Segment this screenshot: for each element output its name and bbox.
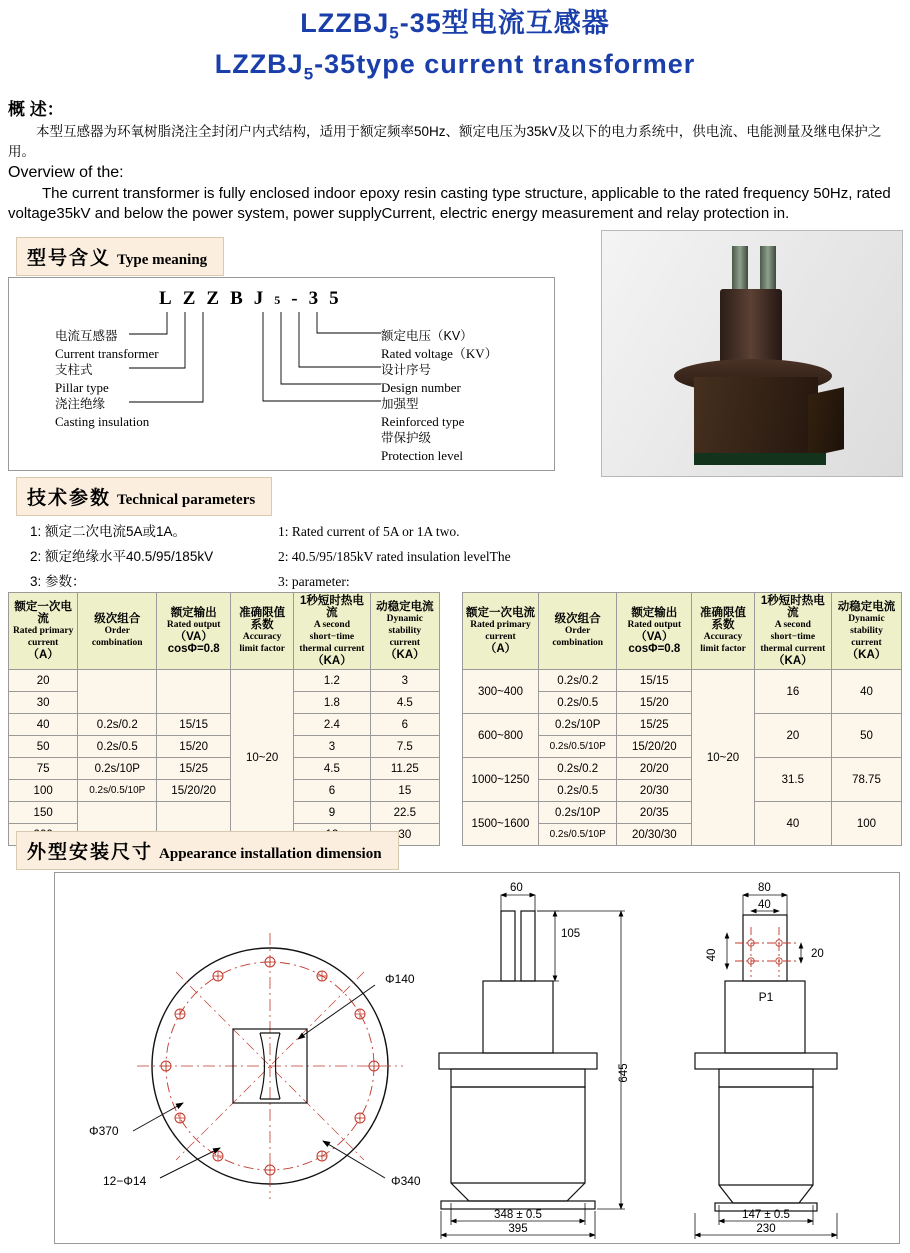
right-label-1-en: Design number	[381, 380, 461, 395]
cell-order-r0a: 0.2s/0.2	[538, 670, 616, 692]
table-row	[463, 758, 902, 780]
cell-dynamic-6: 22.5	[370, 802, 439, 824]
left-label-0-en: Current transformer	[55, 346, 159, 361]
cell-thermal-r2: 31.5	[754, 758, 831, 802]
photo-body-side	[808, 387, 844, 457]
cell-thermal-6: 9	[294, 802, 370, 824]
section-title-cn: 型号含义	[27, 248, 112, 269]
cell-dynamic-0: 3	[370, 670, 439, 692]
cell-thermal-r3: 40	[754, 802, 831, 846]
table-header-row	[9, 593, 440, 670]
th-primary-current: 额定一次电流 Rated primary current （A）	[9, 593, 78, 670]
tech-line-cn-2: 3: 参数：	[30, 574, 86, 589]
cell-primary-6: 150	[9, 802, 78, 824]
cell-thermal-1: 1.8	[294, 692, 370, 714]
cell-order-r3b: 0.2s/0.5/10P	[538, 824, 616, 846]
photo-upper-stem	[720, 289, 782, 367]
cell-dynamic-r2: 78.75	[831, 758, 901, 802]
cell-primary-2: 40	[9, 714, 78, 736]
cell-output-r2a: 20/20	[617, 758, 692, 780]
th-accuracy-limit: 准确限值系数 Accuracy limit factor	[231, 593, 294, 670]
cell-thermal-5: 6	[294, 780, 370, 802]
left-label-0-cn: 电流互感器	[55, 329, 118, 343]
cell-order-r1b: 0.2s/0.5/10P	[538, 736, 616, 758]
cell-output-0: 15/15	[157, 714, 231, 736]
title-english: $LZZBJ_5-35type$ current transformer	[214, 49, 696, 84]
overview-section	[0, 91, 910, 224]
side-view-dims	[695, 895, 837, 1239]
th-thermal-current-r: 1秒短时热电流 A second short−time thermal current （KA）	[754, 593, 831, 670]
cell-output-r0b: 15/20	[617, 692, 692, 714]
tech-line-cn-0: 1: 额定二次电流5A或1A。	[30, 524, 187, 539]
type-code: LZZBJ5-35	[159, 288, 350, 309]
left-label-2-en: Casting insulation	[55, 414, 150, 429]
tech-line-en-2: 3: parameter:	[278, 574, 350, 589]
cell-primary-r0: 300~400	[463, 670, 539, 714]
type-meaning-left-labels	[55, 328, 159, 430]
cell-output-r1b: 15/20/20	[617, 736, 692, 758]
th-rated-output: 额定输出 Rated output （VA） cosΦ=0.8	[157, 593, 231, 670]
right-label-2-cn: 加强型	[381, 397, 419, 411]
cell-dynamic-7: 30	[370, 824, 439, 846]
th-rated-output-r: 额定输出 Rated output （VA） cosΦ=0.8	[617, 593, 692, 670]
cell-dynamic-r1: 50	[831, 714, 901, 758]
dimension-drawing	[54, 872, 900, 1244]
cell-dynamic-5: 15	[370, 780, 439, 802]
svg-text:80: 80	[758, 882, 771, 894]
th-primary-current-r: 额定一次电流 Rated primary current （A）	[463, 593, 539, 670]
th-dynamic-current: 动稳定电流 Dynamic stability current （KA）	[370, 593, 439, 670]
cell-order-r2a: 0.2s/0.2	[538, 758, 616, 780]
section-title-cn-dim: 外型安装尺寸	[27, 842, 154, 863]
cell-output-1: 15/20	[157, 736, 231, 758]
cell-primary-r2: 1000~1250	[463, 758, 539, 802]
overview-text-en: The current transformer is fully enclosed indoor epoxy resin casting type structure, applicable to the rated frequency 50Hz, rated voltage35kV and below the power system, power supplyCurrent, electric energy measurement and relay protection in.	[8, 184, 891, 222]
cell-thermal-3: 3	[294, 736, 370, 758]
cell-thermal-r1: 20	[754, 714, 831, 758]
cell-order-1: 0.2s/0.5	[78, 736, 157, 758]
svg-text:P1: P1	[758, 990, 774, 1004]
section-title-en-tech: Technical parameters	[117, 492, 256, 508]
svg-text:12−Φ14: 12−Φ14	[103, 1174, 147, 1188]
th-accuracy-limit-r: 准确限值系数 Accuracy limit factor	[692, 593, 755, 670]
svg-text:Φ370: Φ370	[89, 1124, 119, 1138]
table-row	[9, 670, 440, 692]
cell-order-3: 0.2s/0.5/10P	[78, 780, 157, 802]
left-label-2-cn: 浇注绝缘	[55, 397, 106, 411]
section-header-dimension	[16, 831, 399, 870]
section-title-cn-tech: 技术参数	[27, 488, 112, 509]
cell-primary-1: 30	[9, 692, 78, 714]
table-row	[463, 802, 902, 824]
photo-main-body	[694, 377, 818, 459]
section-title-en: Type meaning	[117, 252, 208, 268]
svg-text:Φ140: Φ140	[385, 972, 415, 986]
right-label-3-en: Protection level	[381, 448, 463, 463]
drawing-svg	[55, 873, 897, 1241]
table-row	[9, 736, 440, 758]
right-label-1-cn: 设计序号	[381, 363, 432, 377]
cell-dynamic-2: 6	[370, 714, 439, 736]
cell-dynamic-r0: 40	[831, 670, 901, 714]
cell-order-r2b: 0.2s/0.5	[538, 780, 616, 802]
section-header-tech-params	[16, 477, 272, 516]
product-photo	[601, 230, 903, 477]
page-title	[0, 0, 910, 91]
cell-primary-0: 20	[9, 670, 78, 692]
cell-dynamic-4: 11.25	[370, 758, 439, 780]
tech-params-left	[30, 519, 213, 594]
th-order-combination-r: 级次组合 Order combination	[538, 593, 616, 670]
cell-order-0: 0.2s/0.2	[78, 714, 157, 736]
cell-order-2: 0.2s/10P	[78, 758, 157, 780]
cell-order-blank-top	[78, 670, 157, 714]
overview-heading-en: Overview of the:	[8, 163, 124, 181]
top-view	[89, 933, 421, 1199]
cell-order-r0b: 0.2s/0.5	[538, 692, 616, 714]
photo-base-plate	[694, 453, 826, 465]
front-view	[439, 911, 597, 1209]
table-row	[463, 714, 902, 736]
table-row	[9, 802, 440, 824]
cell-primary-4: 75	[9, 758, 78, 780]
table-row	[9, 758, 440, 780]
cell-output-2: 15/25	[157, 758, 231, 780]
spec-table-left	[8, 592, 440, 846]
cell-output-r2b: 20/30	[617, 780, 692, 802]
cell-primary-5: 100	[9, 780, 78, 802]
type-meaning-diagram	[8, 277, 555, 471]
section-header-type-meaning	[16, 237, 224, 276]
cell-dynamic-r3: 100	[831, 802, 901, 846]
left-label-1-en: Pillar type	[55, 380, 109, 395]
cell-output-3: 15/20/20	[157, 780, 231, 802]
cell-accuracy-limit: 10~20	[231, 670, 294, 846]
table-row	[9, 780, 440, 802]
cell-primary-3: 50	[9, 736, 78, 758]
right-label-0-en: Rated voltage（KV）	[381, 346, 498, 361]
svg-text:Φ340: Φ340	[391, 1174, 421, 1188]
cell-output-r3b: 20/30/30	[617, 824, 692, 846]
table-header-row	[463, 593, 902, 670]
spec-table-right	[462, 592, 902, 846]
cell-accuracy-limit-r: 10~20	[692, 670, 755, 846]
svg-text:40: 40	[758, 899, 771, 911]
right-label-3-cn: 带保护级	[381, 431, 432, 445]
cell-primary-r3: 1500~1600	[463, 802, 539, 846]
title-chinese: $LZZBJ_5-35$型电流互感器	[300, 8, 610, 43]
th-dynamic-current-r: 动稳定电流 Dynamic stability current （KA）	[831, 593, 901, 670]
svg-text:40: 40	[706, 948, 718, 962]
cell-dynamic-1: 4.5	[370, 692, 439, 714]
side-view-holes	[735, 927, 797, 977]
table-row	[463, 670, 902, 692]
cell-output-blank-top	[157, 670, 231, 714]
tech-line-en-1: 2: 40.5/95/185kV rated insulation levelThe	[278, 549, 511, 564]
svg-text:395: 395	[508, 1223, 528, 1235]
tech-params-right	[278, 519, 511, 594]
right-label-2-en: Reinforced type	[381, 414, 465, 429]
section-title-en-dim: Appearance installation dimension	[159, 846, 382, 862]
cell-order-r3a: 0.2s/10P	[538, 802, 616, 824]
tech-line-cn-1: 2: 额定绝缘水平40.5/95/185kV	[30, 549, 214, 564]
svg-text:348 ± 0.5: 348 ± 0.5	[494, 1209, 542, 1221]
svg-text:20: 20	[811, 948, 824, 960]
right-label-0-cn: 额定电压（KV）	[381, 329, 473, 343]
overview-heading-cn: 概 述：	[8, 99, 64, 119]
cell-output-r3a: 20/35	[617, 802, 692, 824]
th-order-combination: 级次组合 Order combination	[78, 593, 157, 670]
cell-thermal-r0: 16	[754, 670, 831, 714]
th-thermal-current: 1秒短时热电流 A second short−time thermal current （KA）	[294, 593, 370, 670]
table-row	[9, 714, 440, 736]
cell-order-r1a: 0.2s/10P	[538, 714, 616, 736]
cell-output-r0a: 15/15	[617, 670, 692, 692]
svg-text:147 ± 0.5: 147 ± 0.5	[742, 1209, 790, 1221]
cell-thermal-4: 4.5	[294, 758, 370, 780]
cell-primary-r1: 600~800	[463, 714, 539, 758]
cell-dynamic-3: 7.5	[370, 736, 439, 758]
left-label-1-cn: 支柱式	[55, 363, 93, 377]
type-meaning-right-labels	[381, 328, 498, 464]
tech-line-en-0: 1: Rated current of 5A or 1A two.	[278, 524, 460, 539]
cell-thermal-0: 1.2	[294, 670, 370, 692]
svg-text:105: 105	[561, 928, 581, 940]
svg-text:645: 645	[618, 1063, 630, 1083]
overview-text-cn: 本型互感器为环氧树脂浇注全封闭户内式结构，适用于额定频率50Hz、额定电压为35kV及以下的电力系统中，供电流、电能测量及继电保护之用。	[8, 123, 882, 159]
cell-thermal-2: 2.4	[294, 714, 370, 736]
svg-text:230: 230	[756, 1223, 776, 1235]
cell-output-r1a: 15/25	[617, 714, 692, 736]
svg-text:60: 60	[510, 882, 523, 894]
